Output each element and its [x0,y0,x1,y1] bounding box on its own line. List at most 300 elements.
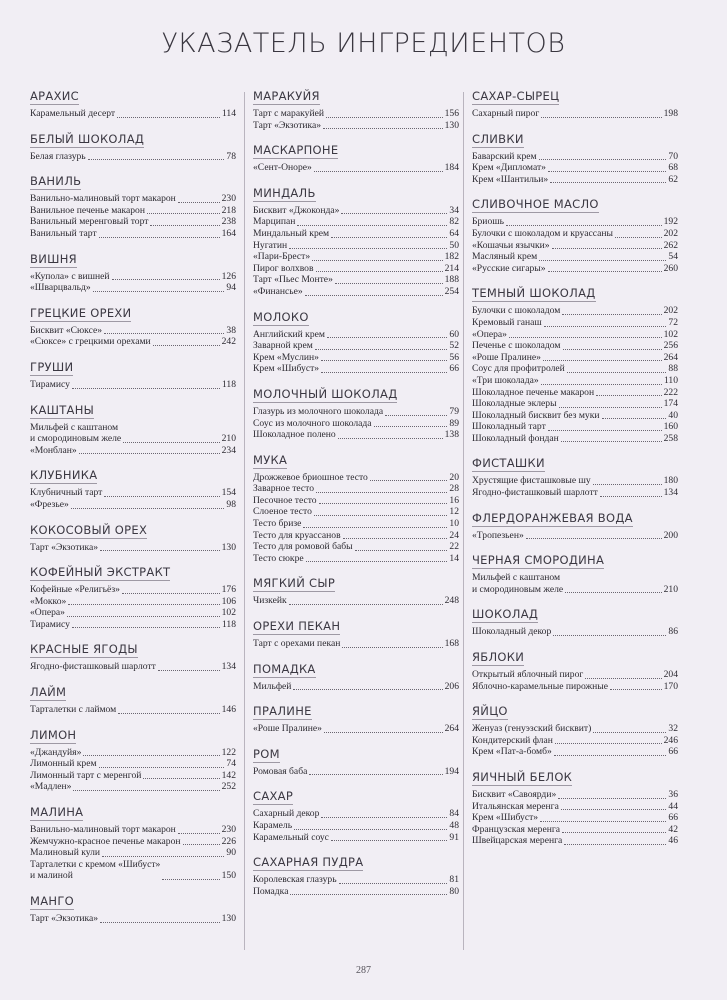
section-heading: МОЛОКО [253,309,309,324]
dot-leader [297,225,447,226]
entry-page-number: 122 [221,746,236,758]
entry-page-number: 52 [449,340,459,352]
entry-page-number: 182 [444,251,459,263]
entry-page-number: 28 [449,483,459,495]
section-heading: МУКА [253,452,288,467]
entry-page-number: 34 [449,204,459,216]
entry-page-number: 14 [449,552,459,564]
section-heading: САХАР-СЫРЕЦ [472,89,560,103]
index-entry [253,429,459,441]
entry-name: «Финансье» [253,285,303,297]
index-section [253,574,459,607]
dot-leader [543,360,662,361]
index-entry [472,387,678,399]
dot-leader [600,496,662,497]
index-entry [30,747,236,759]
index-entry [30,859,236,882]
section-heading: ТЕМНЫЙ ШОКОЛАД [472,286,596,301]
entry-page-number: 46 [668,835,678,847]
index-entry [253,286,459,298]
column-divider [463,92,464,950]
index-entry [472,216,678,228]
entry-page-number: 118 [221,618,236,630]
dot-leader [548,430,662,431]
entry-page-number: 36 [668,789,678,800]
entry-page-number: 176 [221,584,236,596]
entry-name: «Купола» с вишней [30,270,110,282]
index-entry [253,363,459,375]
index-entry [472,352,678,364]
index-entry [253,205,459,217]
index-entry [30,487,236,499]
dot-leader [562,314,661,315]
entry-page-number: 130 [221,913,236,924]
index-entry [472,475,678,487]
entry-name: Женуаз (генуэзский бисквит) [472,723,592,735]
dot-leader [541,384,662,385]
entry-page-number: 24 [449,529,459,541]
entry-name: Кондитерский флан [472,734,553,746]
entry-name: «Тропезьен» [472,529,524,541]
entry-name: Шоколадные эклеры [472,398,557,410]
entry-name: Ванильный тарт [30,227,97,239]
dot-leader [99,237,220,238]
index-entry [30,619,236,631]
dot-leader [178,202,220,203]
entry-page-number: 86 [668,626,678,638]
entry-page-number: 260 [663,262,678,274]
entry-name: Слоеное тесто [253,506,312,518]
dot-leader [321,817,447,818]
entry-page-number: 170 [663,680,678,692]
index-section [253,308,459,375]
index-entry [30,193,236,205]
dot-leader [565,592,661,593]
dot-leader [559,407,662,408]
entry-name: Тесто бризе [253,518,302,530]
dot-leader [355,550,448,551]
entry-name: Хрустящие фисташковые шу [472,475,591,487]
entry-page-number: 150 [221,870,236,882]
entry-name: Тарт «Экзотика» [30,913,99,924]
entry-page-number: 230 [221,824,236,836]
index-section [30,172,236,239]
index-entry [472,487,678,499]
index-section [30,250,236,294]
entry-name: Шоколадное полено [253,429,336,441]
entry-name: Баварский крем [472,150,537,162]
dot-leader [564,844,666,845]
index-section [472,551,678,595]
index-entry [253,766,459,778]
dot-leader [79,453,220,454]
index-entry [30,596,236,608]
entry-name: Белая глазурь [30,150,86,162]
entry-page-number: 66 [668,812,678,824]
index-entry [253,216,459,228]
index-section [30,803,236,882]
entry-name: Итальянская меренга [472,800,559,812]
dot-leader [312,260,442,261]
entry-name: Ванильное печенье макарон [30,204,145,216]
index-entry [30,704,236,716]
entry-name: Печенье с шоколадом [472,340,561,352]
entry-page-number: 258 [663,432,678,444]
entry-page-number: 238 [221,216,236,228]
entry-page-number: 256 [663,340,678,352]
index-section [253,702,459,735]
index-section [253,141,459,174]
dot-leader [117,117,220,118]
dot-leader [550,182,666,183]
index-entry [472,263,678,275]
column-divider [244,92,245,950]
entry-name: Тесто для круассанов [253,529,341,541]
entry-page-number: 40 [668,409,678,421]
dot-leader [294,829,447,830]
entry-name: Открытый яблочный пирог [472,669,584,681]
entry-name: Тесто сюкре [253,552,304,564]
entry-name: Жемчужно-красное печенье макарон [30,835,181,847]
index-entry [472,530,678,542]
entry-name: Мильфей с каштаном и смородиновым желе [30,421,122,445]
section-heading: МОЛОЧНЫЙ ШОКОЛАД [253,386,398,401]
section-heading: МАЛИНА [30,805,84,820]
dot-leader [526,538,662,539]
section-heading: БЕЛЫЙ ШОКОЛАД [30,131,145,146]
index-entry [472,812,678,824]
index-entry [253,418,459,430]
section-heading: ЯИЧНЫЙ БЕЛОК [472,770,573,784]
dot-leader [558,798,666,799]
entry-name: Шоколадный бисквит без муки [472,409,600,421]
section-heading: ГРЕЦКИЕ ОРЕХИ [30,305,132,320]
index-section [30,401,236,457]
entry-name: Бисквит «Сюксе» [30,324,103,336]
index-entry [253,886,459,898]
dot-leader [342,647,442,648]
index-section [30,726,236,793]
section-heading: ЯБЛОКИ [472,650,525,665]
index-entry [253,329,459,341]
index-entry [30,584,236,596]
index-column-2 [253,87,459,907]
entry-name: Ягодно-фисташковый шарлотт [472,487,598,499]
section-heading: СЛИВКИ [472,131,524,146]
index-section [253,745,459,778]
entry-page-number: 12 [449,506,459,518]
dot-leader [506,225,662,226]
dot-leader [67,616,220,617]
dot-leader [321,372,447,373]
index-entry [472,626,678,638]
entry-page-number: 91 [449,831,459,843]
index-section [30,521,236,554]
entry-page-number: 74 [226,758,236,770]
index-section [30,87,236,120]
section-heading: КЛУБНИКА [30,468,98,483]
index-entry [30,836,236,848]
dot-leader [610,689,662,690]
entry-name: Заварное тесто [253,483,315,495]
entry-name: Клубничный тарт [30,487,103,499]
entry-name: «Джандуйя» [30,746,82,758]
entry-page-number: 184 [444,162,459,174]
entry-page-number: 44 [668,800,678,812]
entry-name: Глазурь из молочного шоколада [253,405,384,417]
dot-leader [602,418,667,419]
entry-page-number: 264 [663,351,678,363]
section-heading: ФЛЕРДОРАНЖЕВАЯ ВОДА [472,510,633,525]
entry-name: Бриошь [472,216,504,228]
index-section [253,184,459,298]
entry-name: «Мадлен» [30,781,72,793]
index-entry [253,541,459,553]
index-entry [253,681,459,693]
index-entry [253,595,459,607]
dot-leader [73,790,219,791]
entry-name: Ягодно-фисташковый шарлотт [30,661,156,673]
index-section [30,358,236,391]
entry-name: Крем «Шибуст» [253,363,320,375]
dot-leader [158,670,220,671]
index-entry [472,421,678,433]
entry-page-number: 56 [449,351,459,363]
index-entry [253,240,459,252]
dot-leader [539,260,666,261]
dot-leader [316,492,447,493]
index-entry [253,120,459,132]
index-entry [253,251,459,263]
entry-page-number: 210 [663,583,678,595]
index-entry [30,913,236,925]
entry-name: Нугатин [253,239,288,251]
index-entry [472,240,678,252]
entry-name: Лимонный тарт с меренгой [30,769,142,781]
entry-page-number: 248 [444,595,459,607]
index-entry [253,483,459,495]
dot-leader [561,809,667,810]
entry-page-number: 252 [221,781,236,793]
index-section [472,130,678,186]
index-section [472,605,678,638]
index-entry [472,669,678,681]
index-entry [472,251,678,263]
index-section [472,454,678,498]
index-entry [30,445,236,457]
index-entry [253,108,459,120]
entry-page-number: 62 [668,173,678,185]
dot-leader [593,732,666,733]
entry-page-number: 126 [221,270,236,282]
entry-page-number: 146 [221,704,236,716]
entry-page-number: 82 [449,216,459,228]
index-entry [253,406,459,418]
dot-leader [122,593,220,594]
entry-page-number: 202 [663,227,678,239]
dot-leader [314,171,443,172]
index-section [253,385,459,441]
entry-name: Тарт «Пьес Монте» [253,274,333,286]
section-heading: РОМ [253,746,280,761]
entry-page-number: 200 [663,529,678,541]
dot-leader [585,678,661,679]
dot-leader [315,349,448,350]
dot-leader [100,550,220,551]
entry-name: Тесто для ромовой бабы [253,541,353,553]
dot-leader [544,326,667,327]
index-entry [30,770,236,782]
entry-page-number: 134 [663,487,678,499]
entry-page-number: 262 [663,239,678,251]
entry-page-number: 66 [449,363,459,375]
section-heading: ЛИМОН [30,727,77,742]
section-heading: КАШТАНЫ [30,402,95,417]
entry-name: Французская меренга [472,823,561,835]
entry-page-number: 10 [449,518,459,530]
entry-page-number: 110 [663,374,678,386]
entry-name: Ванильно-малиновый торт макарон [30,193,176,205]
dot-leader [554,755,667,756]
entry-name: Шоколадный декор [472,626,552,638]
dot-leader [102,856,224,857]
entry-page-number: 142 [221,769,236,781]
index-entry [30,422,236,445]
dot-leader [104,496,219,497]
entry-name: «Роше Пралине» [472,351,541,363]
section-heading: ОРЕХИ ПЕКАН [253,619,341,634]
entry-page-number: 66 [668,746,678,758]
entry-name: Чизкейк [253,595,287,607]
entry-page-number: 78 [226,150,236,162]
entry-name: Крем «Шантильи» [472,173,549,185]
entry-page-number: 68 [668,162,678,174]
dot-leader [293,689,442,690]
index-entry [472,824,678,836]
entry-page-number: 226 [221,835,236,847]
entry-name: «Сюксе» с грецкими орехами [30,336,151,348]
index-section [253,787,459,843]
entry-name: Дрожжевое бриошное тесто [253,471,368,483]
section-heading: ВИШНЯ [30,251,77,266]
index-entry [472,433,678,445]
entry-name: Сахарный декор [253,808,320,820]
entry-name: Мильфей с каштаном и смородиновым желе [472,572,564,595]
index-entry [472,162,678,174]
dot-leader [112,279,220,280]
entry-page-number: 16 [449,494,459,506]
index-section [30,466,236,510]
entry-name: Песочное тесто [253,494,317,506]
entry-page-number: 210 [221,433,236,445]
index-section [30,304,236,348]
index-section [472,768,678,847]
section-heading: ВАНИЛЬ [30,174,82,189]
section-heading: КОФЕЙНЫЙ ЭКСТРАКТ [30,565,171,580]
index-entry [472,340,678,352]
entry-page-number: 254 [444,285,459,297]
index-section [253,660,459,693]
entry-name: Помадка [253,885,289,897]
index-section [30,130,236,163]
dot-leader [289,604,443,605]
entry-page-number: 218 [221,204,236,216]
entry-page-number: 106 [221,595,236,607]
index-entry [30,325,236,337]
entry-page-number: 164 [221,227,236,239]
index-section [30,683,236,716]
index-entry [472,681,678,693]
dot-leader [99,767,225,768]
dot-leader [509,337,662,338]
index-entry [30,758,236,770]
dot-leader [100,922,220,923]
index-entry [472,746,678,758]
entry-name: «Монблан» [30,444,77,456]
entry-name: Карамельный десерт [30,108,116,119]
entry-name: Ванильный меренговый торт [30,216,149,228]
entry-name: Бисквит «Джоконда» [253,204,340,216]
dot-leader [83,755,219,756]
dot-leader [335,283,443,284]
entry-page-number: 70 [668,150,678,162]
index-entry [253,472,459,484]
entry-name: Швейцарская меренга [472,835,563,847]
entry-page-number: 89 [449,417,459,429]
entry-page-number: 60 [449,328,459,340]
entry-page-number: 264 [444,723,459,735]
index-section [472,284,678,444]
entry-name: «Кошачьи язычки» [472,239,550,251]
dot-leader [562,832,666,833]
dot-leader [331,840,447,841]
index-entry [472,789,678,801]
entry-name: Масляный крем [472,251,538,263]
entry-name: Шоколадный тарт [472,421,546,433]
dot-leader [289,248,447,249]
entry-page-number: 20 [449,471,459,483]
dot-leader [567,372,667,373]
index-entry [30,282,236,294]
section-heading: САХАР [253,789,294,804]
dot-leader [68,604,219,605]
entry-name: Булочки с шоколадом и круассаны [472,227,613,239]
index-entry [30,379,236,391]
dot-leader [305,295,443,296]
section-heading: ПОМАДКА [253,661,316,676]
entry-name: «Фрезье» [30,498,69,510]
index-section [253,451,459,565]
section-heading: ЯЙЦО [472,704,508,719]
dot-leader [339,883,448,884]
entry-name: Тарт «Экзотика» [253,119,322,131]
dot-leader [324,732,443,733]
section-heading: САХАРНАЯ ПУДРА [253,855,364,870]
index-section [472,195,678,274]
entry-page-number: 230 [221,193,236,205]
entry-page-number: 160 [663,421,678,433]
dot-leader [552,248,662,249]
index-entry [253,530,459,542]
index-section [472,648,678,692]
entry-name: Кофейные «Религьёз» [30,584,120,596]
dot-leader [540,821,666,822]
entry-name: Сахарный пирог [472,108,540,119]
entry-name: «Опера» [30,607,65,619]
entry-page-number: 72 [668,316,678,328]
index-entry [30,336,236,348]
section-heading: ГРУШИ [30,359,74,374]
